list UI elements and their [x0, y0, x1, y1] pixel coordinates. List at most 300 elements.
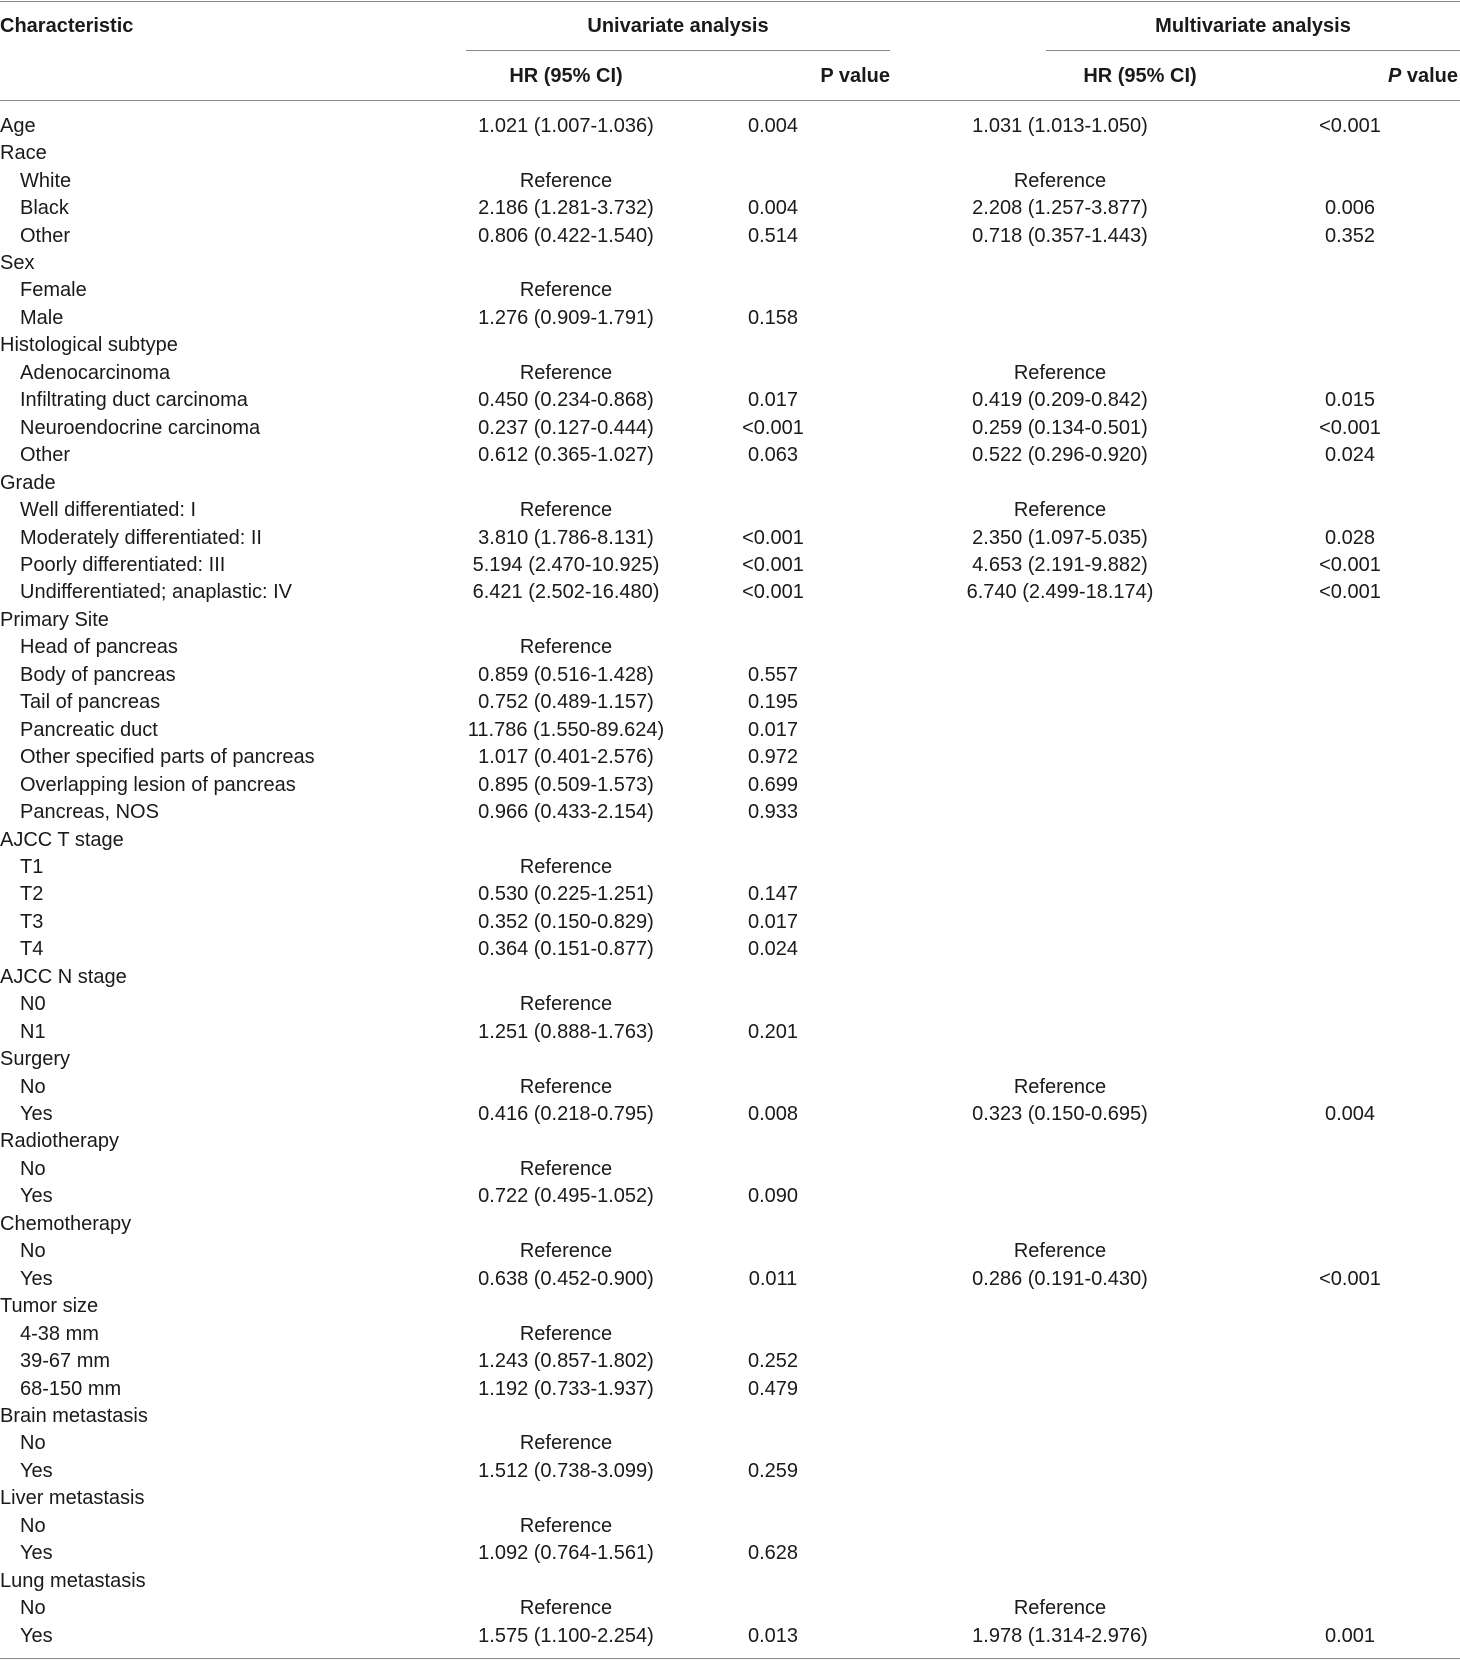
multivariate-hr-cell	[880, 1128, 1240, 1155]
univariate-hr-cell: Reference	[519, 1322, 613, 1345]
univariate-hr-cell	[466, 1128, 666, 1155]
table-row	[0, 689, 1460, 716]
univariate-p-cell	[666, 606, 880, 633]
row-label: AJCC T stage	[0, 828, 124, 851]
table-row	[0, 1567, 1460, 1594]
univariate-underline	[466, 50, 890, 51]
table-row	[0, 826, 1460, 853]
univariate-p-cell: 0.699	[747, 773, 799, 796]
table-row	[0, 249, 1460, 276]
table-row	[0, 908, 1460, 935]
univariate-p-cell: <0.001	[742, 526, 804, 549]
univariate-p-cell	[666, 1430, 880, 1457]
univariate-p-cell: 0.004	[747, 114, 799, 137]
univariate-hr-cell: Reference	[519, 636, 613, 659]
univariate-hr-cell: 2.186 (1.281-3.732)	[478, 197, 654, 220]
row-label: Yes	[20, 1459, 53, 1482]
table-top-rule	[0, 1, 1460, 2]
multivariate-hr-cell: Reference	[1013, 1597, 1107, 1620]
multivariate-p-cell	[1240, 1238, 1460, 1265]
row-label: T1	[20, 855, 44, 878]
multivariate-hr-cell	[880, 249, 1240, 276]
row-label: Other specified parts of pancreas	[20, 746, 315, 769]
multivariate-p-cell	[1240, 1320, 1460, 1347]
univariate-hr-cell	[466, 1210, 666, 1237]
multivariate-hr-cell: 0.718 (0.357-1.443)	[972, 224, 1148, 247]
multivariate-p-cell	[1240, 1567, 1460, 1594]
table-row	[0, 936, 1460, 963]
univariate-p-cell: <0.001	[742, 416, 804, 439]
univariate-p-cell: 0.147	[747, 883, 799, 906]
row-label: Undifferentiated; anaplastic: IV	[20, 581, 293, 604]
table-row	[0, 1100, 1460, 1127]
multivariate-p-cell: 0.006	[1324, 197, 1376, 220]
univariate-hr-cell: 1.575 (1.100-2.254)	[478, 1624, 654, 1647]
univariate-hr-cell: 1.092 (0.764-1.561)	[478, 1542, 654, 1565]
multivariate-p-cell	[1240, 139, 1460, 166]
multivariate-hr-cell: 0.259 (0.134-0.501)	[972, 416, 1148, 439]
univariate-hr-cell	[466, 1292, 666, 1319]
univariate-p-cell: 0.514	[747, 224, 799, 247]
multivariate-p-cell	[1240, 1210, 1460, 1237]
univariate-hr-cell	[466, 332, 666, 359]
multivariate-p-cell	[1240, 469, 1460, 496]
multivariate-hr-cell	[880, 798, 1240, 825]
row-label: 39-67 mm	[20, 1350, 111, 1373]
univariate-hr-cell: 0.966 (0.433-2.154)	[478, 801, 654, 824]
univariate-hr-cell: 1.243 (0.857-1.802)	[478, 1350, 654, 1373]
univariate-hr-cell: Reference	[519, 855, 613, 878]
header-multi-p-italic: P	[1387, 65, 1402, 87]
univariate-hr-cell: 0.806 (0.422-1.540)	[478, 224, 654, 247]
multivariate-hr-cell: 4.653 (2.191-9.882)	[972, 553, 1148, 576]
multivariate-p-cell	[1240, 1347, 1460, 1374]
multivariate-hr-cell: 1.031 (1.013-1.050)	[972, 114, 1148, 137]
row-label: Chemotherapy	[0, 1212, 132, 1235]
header-uni-hr: HR (95% CI)	[509, 65, 623, 87]
row-label: T4	[20, 938, 44, 961]
univariate-hr-cell: 0.638 (0.452-0.900)	[478, 1267, 654, 1290]
multivariate-p-cell	[1240, 689, 1460, 716]
multivariate-p-cell	[1240, 991, 1460, 1018]
row-label: Grade	[0, 471, 56, 494]
table-row	[0, 1347, 1460, 1374]
table-row	[0, 661, 1460, 688]
univariate-hr-cell: 1.276 (0.909-1.791)	[478, 306, 654, 329]
row-label: Other	[20, 444, 71, 467]
univariate-hr-cell: Reference	[519, 993, 613, 1016]
univariate-p-cell: 0.011	[748, 1267, 798, 1290]
multivariate-hr-cell: 0.522 (0.296-0.920)	[972, 444, 1148, 467]
univariate-p-cell: 0.090	[747, 1185, 799, 1208]
univariate-hr-cell: 0.612 (0.365-1.027)	[478, 444, 654, 467]
multivariate-p-cell	[1240, 277, 1460, 304]
table-row	[0, 1512, 1460, 1539]
univariate-hr-cell: 5.194 (2.470-10.925)	[472, 553, 660, 576]
table-bottom-rule	[0, 1658, 1460, 1659]
table-row	[0, 414, 1460, 441]
univariate-hr-cell: 1.017 (0.401-2.576)	[478, 746, 654, 769]
multivariate-p-cell	[1240, 826, 1460, 853]
univariate-p-cell	[666, 1512, 880, 1539]
univariate-p-cell	[666, 853, 880, 880]
multivariate-hr-cell	[880, 332, 1240, 359]
multivariate-hr-cell	[880, 469, 1240, 496]
table-row	[0, 1238, 1460, 1265]
header-multi-hr: HR (95% CI)	[1083, 65, 1197, 87]
table-row	[0, 1485, 1460, 1512]
table-row	[0, 634, 1460, 661]
univariate-p-cell: 0.013	[747, 1624, 799, 1647]
univariate-p-cell: 0.063	[747, 444, 799, 467]
table-row	[0, 1292, 1460, 1319]
multivariate-p-cell	[1240, 908, 1460, 935]
table-row	[0, 222, 1460, 249]
header-characteristic: Characteristic	[0, 15, 134, 37]
row-label: Liver metastasis	[0, 1487, 145, 1510]
multivariate-p-cell	[1240, 1292, 1460, 1319]
univariate-hr-cell: 0.752 (0.489-1.157)	[478, 691, 654, 714]
univariate-p-cell	[666, 1402, 880, 1429]
multivariate-hr-cell	[880, 1457, 1240, 1484]
row-label: Pancreas, NOS	[20, 801, 159, 824]
univariate-p-cell	[666, 1292, 880, 1319]
table-row	[0, 112, 1460, 139]
table-row	[0, 551, 1460, 578]
table-row	[0, 853, 1460, 880]
multivariate-hr-cell: 0.323 (0.150-0.695)	[972, 1103, 1148, 1126]
row-label: Race	[0, 142, 47, 165]
header-univariate: Univariate analysis	[587, 15, 769, 37]
univariate-p-cell: 0.201	[747, 1020, 799, 1043]
multivariate-hr-cell	[880, 743, 1240, 770]
row-label: Surgery	[0, 1048, 71, 1071]
row-label: Overlapping lesion of pancreas	[20, 773, 296, 796]
multivariate-hr-cell	[880, 1183, 1240, 1210]
multivariate-hr-cell	[880, 1540, 1240, 1567]
table-row	[0, 332, 1460, 359]
table-row	[0, 496, 1460, 523]
univariate-hr-cell: Reference	[519, 1075, 613, 1098]
table-row	[0, 579, 1460, 606]
multivariate-underline	[1046, 50, 1460, 51]
table-row	[0, 1045, 1460, 1072]
table-row	[0, 304, 1460, 331]
univariate-hr-cell	[466, 249, 666, 276]
multivariate-hr-cell: 2.350 (1.097-5.035)	[972, 526, 1148, 549]
multivariate-hr-cell: Reference	[1013, 1240, 1107, 1263]
table-row	[0, 387, 1460, 414]
header-multi-p-rest: value	[1401, 65, 1458, 87]
multivariate-p-cell	[1240, 1375, 1460, 1402]
multivariate-hr-cell: 0.286 (0.191-0.430)	[972, 1267, 1148, 1290]
multivariate-hr-cell: 2.208 (1.257-3.877)	[972, 197, 1148, 220]
row-label: Radiotherapy	[0, 1130, 119, 1153]
multivariate-p-cell: <0.001	[1319, 1267, 1381, 1290]
header-bottom-rule	[0, 100, 1460, 101]
multivariate-hr-cell	[880, 991, 1240, 1018]
multivariate-hr-cell	[880, 853, 1240, 880]
multivariate-p-cell: 0.028	[1324, 526, 1376, 549]
univariate-p-cell	[666, 139, 880, 166]
multivariate-p-cell	[1240, 1540, 1460, 1567]
univariate-p-cell	[666, 1485, 880, 1512]
multivariate-hr-cell	[880, 881, 1240, 908]
row-label: No	[20, 1157, 46, 1180]
univariate-hr-cell: Reference	[519, 1240, 613, 1263]
table-row	[0, 139, 1460, 166]
univariate-p-cell	[666, 1045, 880, 1072]
univariate-p-cell: 0.008	[747, 1103, 799, 1126]
univariate-p-cell: 0.195	[747, 691, 799, 714]
univariate-p-cell	[666, 332, 880, 359]
multivariate-hr-cell	[880, 1347, 1240, 1374]
multivariate-hr-cell	[880, 826, 1240, 853]
multivariate-hr-cell: Reference	[1013, 361, 1107, 384]
univariate-hr-cell: 1.021 (1.007-1.036)	[478, 114, 654, 137]
univariate-p-cell: 0.628	[747, 1542, 799, 1565]
header-multivariate: Multivariate analysis	[1155, 15, 1351, 37]
univariate-p-cell: <0.001	[742, 553, 804, 576]
multivariate-p-cell	[1240, 716, 1460, 743]
univariate-p-cell: 0.004	[747, 197, 799, 220]
multivariate-hr-cell	[880, 661, 1240, 688]
row-label: Body of pancreas	[20, 663, 176, 686]
univariate-p-cell	[666, 469, 880, 496]
row-label: Head of pancreas	[20, 636, 178, 659]
table-row	[0, 771, 1460, 798]
univariate-hr-cell: 1.512 (0.738-3.099)	[478, 1459, 654, 1482]
row-label: Yes	[20, 1103, 53, 1126]
row-label: Tumor size	[0, 1295, 99, 1318]
univariate-p-cell	[666, 249, 880, 276]
univariate-hr-cell: Reference	[519, 499, 613, 522]
univariate-hr-cell: 6.421 (2.502-16.480)	[472, 581, 660, 604]
multivariate-hr-cell	[880, 606, 1240, 633]
multivariate-p-cell	[1240, 743, 1460, 770]
univariate-p-cell	[666, 826, 880, 853]
univariate-p-cell: 0.158	[747, 306, 799, 329]
univariate-hr-cell	[466, 1567, 666, 1594]
table-row	[0, 606, 1460, 633]
row-label: Age	[0, 114, 36, 137]
row-label: Adenocarcinoma	[20, 361, 171, 384]
table-row	[0, 1128, 1460, 1155]
multivariate-hr-cell	[880, 936, 1240, 963]
univariate-p-cell	[666, 963, 880, 990]
row-label: No	[20, 1075, 46, 1098]
univariate-p-cell: 0.017	[747, 910, 799, 933]
row-label: Yes	[20, 1267, 53, 1290]
multivariate-p-cell	[1240, 1045, 1460, 1072]
multivariate-hr-cell	[880, 1402, 1240, 1429]
univariate-hr-cell: 1.251 (0.888-1.763)	[478, 1020, 654, 1043]
univariate-hr-cell: 0.352 (0.150-0.829)	[478, 910, 654, 933]
multivariate-hr-cell	[880, 1155, 1240, 1182]
row-label: Infiltrating duct carcinoma	[20, 389, 248, 412]
univariate-hr-cell: 0.450 (0.234-0.868)	[478, 389, 654, 412]
univariate-p-cell: 0.557	[747, 663, 799, 686]
univariate-p-cell	[666, 277, 880, 304]
multivariate-hr-cell	[880, 1375, 1240, 1402]
table-row	[0, 1594, 1460, 1621]
multivariate-p-cell	[1240, 1183, 1460, 1210]
multivariate-hr-cell	[880, 716, 1240, 743]
multivariate-p-cell	[1240, 167, 1460, 194]
univariate-hr-cell: 0.859 (0.516-1.428)	[478, 663, 654, 686]
multivariate-hr-cell	[880, 1210, 1240, 1237]
multivariate-hr-cell	[880, 1018, 1240, 1045]
multivariate-p-cell	[1240, 359, 1460, 386]
table-row	[0, 1018, 1460, 1045]
row-label: Yes	[20, 1185, 53, 1208]
multivariate-hr-cell	[880, 689, 1240, 716]
univariate-p-cell	[666, 1128, 880, 1155]
multivariate-hr-cell: Reference	[1013, 499, 1107, 522]
row-label: No	[20, 1597, 46, 1620]
univariate-p-cell: 0.017	[747, 718, 799, 741]
univariate-p-cell	[666, 1073, 880, 1100]
multivariate-p-cell: <0.001	[1319, 114, 1381, 137]
row-label: N1	[20, 1020, 46, 1043]
univariate-hr-cell: Reference	[519, 169, 613, 192]
table-row	[0, 1457, 1460, 1484]
multivariate-p-cell	[1240, 881, 1460, 908]
row-label: Neuroendocrine carcinoma	[20, 416, 261, 439]
univariate-hr-cell: Reference	[519, 1432, 613, 1455]
univariate-hr-cell: Reference	[519, 1514, 613, 1537]
multivariate-p-cell	[1240, 1512, 1460, 1539]
table-row	[0, 1430, 1460, 1457]
multivariate-p-cell	[1240, 1128, 1460, 1155]
row-label: Moderately differentiated: II	[20, 526, 262, 549]
table-row	[0, 1183, 1460, 1210]
multivariate-hr-cell	[880, 1430, 1240, 1457]
row-label: Poorly differentiated: III	[20, 553, 226, 576]
row-label: Tail of pancreas	[20, 691, 161, 714]
table-row	[0, 1265, 1460, 1292]
row-label: Yes	[20, 1542, 53, 1565]
multivariate-hr-cell	[880, 1320, 1240, 1347]
multivariate-p-cell	[1240, 963, 1460, 990]
row-label: White	[20, 169, 72, 192]
univariate-p-cell	[666, 1567, 880, 1594]
multivariate-p-cell	[1240, 496, 1460, 523]
multivariate-p-cell	[1240, 661, 1460, 688]
multivariate-p-cell	[1240, 1073, 1460, 1100]
univariate-p-cell	[666, 167, 880, 194]
univariate-hr-cell: 0.530 (0.225-1.251)	[478, 883, 654, 906]
multivariate-p-cell	[1240, 1457, 1460, 1484]
univariate-hr-cell	[466, 1402, 666, 1429]
row-label: Brain metastasis	[0, 1405, 148, 1428]
table-row	[0, 441, 1460, 468]
table-row	[0, 1540, 1460, 1567]
multivariate-p-cell	[1240, 249, 1460, 276]
multivariate-p-cell	[1240, 634, 1460, 661]
table-row	[0, 1622, 1460, 1649]
row-label: T3	[20, 910, 44, 933]
multivariate-p-cell: <0.001	[1319, 553, 1381, 576]
univariate-p-cell: 0.024	[747, 938, 799, 961]
multivariate-p-cell: 0.001	[1324, 1624, 1376, 1647]
univariate-p-cell: <0.001	[742, 581, 804, 604]
multivariate-hr-cell	[880, 139, 1240, 166]
multivariate-hr-cell: 0.419 (0.209-0.842)	[972, 389, 1148, 412]
table-row	[0, 1320, 1460, 1347]
table-row	[0, 469, 1460, 496]
table-row	[0, 194, 1460, 221]
univariate-hr-cell	[466, 469, 666, 496]
multivariate-p-cell	[1240, 1155, 1460, 1182]
row-label: Well differentiated: I	[20, 499, 197, 522]
univariate-p-cell	[666, 1238, 880, 1265]
row-label: Sex	[0, 251, 35, 274]
univariate-hr-cell: 3.810 (1.786-8.131)	[478, 526, 654, 549]
univariate-p-cell	[666, 1210, 880, 1237]
row-label: T2	[20, 883, 44, 906]
univariate-p-cell	[666, 496, 880, 523]
multivariate-hr-cell	[880, 1512, 1240, 1539]
multivariate-p-cell	[1240, 606, 1460, 633]
multivariate-hr-cell: 1.978 (1.314-2.976)	[972, 1624, 1148, 1647]
table-row	[0, 1210, 1460, 1237]
row-label: Black	[20, 197, 69, 220]
row-label: No	[20, 1514, 46, 1537]
univariate-hr-cell: Reference	[519, 1597, 613, 1620]
univariate-hr-cell: 0.895 (0.509-1.573)	[478, 773, 654, 796]
multivariate-p-cell	[1240, 798, 1460, 825]
multivariate-hr-cell	[880, 634, 1240, 661]
table-body	[0, 112, 1460, 1649]
row-label: Other	[20, 224, 71, 247]
univariate-p-cell	[666, 1320, 880, 1347]
multivariate-p-cell: 0.015	[1324, 389, 1376, 412]
univariate-hr-cell	[466, 1485, 666, 1512]
row-label: Histological subtype	[0, 334, 178, 357]
table-row	[0, 798, 1460, 825]
row-label: No	[20, 1432, 46, 1455]
univariate-hr-cell	[466, 826, 666, 853]
table-row	[0, 963, 1460, 990]
row-label: Pancreatic duct	[20, 718, 158, 741]
multivariate-hr-cell	[880, 1485, 1240, 1512]
multivariate-p-cell: 0.024	[1324, 444, 1376, 467]
multivariate-p-cell	[1240, 1594, 1460, 1621]
table-row	[0, 277, 1460, 304]
table-row	[0, 1402, 1460, 1429]
univariate-p-cell: 0.259	[747, 1459, 799, 1482]
table-row	[0, 991, 1460, 1018]
univariate-hr-cell: 11.786 (1.550-89.624)	[467, 718, 665, 741]
multivariate-hr-cell	[880, 908, 1240, 935]
table-row	[0, 716, 1460, 743]
multivariate-p-cell	[1240, 1402, 1460, 1429]
multivariate-p-cell	[1240, 1430, 1460, 1457]
univariate-hr-cell: Reference	[519, 361, 613, 384]
univariate-p-cell	[666, 1155, 880, 1182]
table-row	[0, 1375, 1460, 1402]
univariate-p-cell: 0.972	[747, 746, 799, 769]
univariate-hr-cell: 0.416 (0.218-0.795)	[478, 1103, 654, 1126]
row-label: N0	[20, 993, 46, 1016]
multivariate-hr-cell	[880, 304, 1240, 331]
univariate-p-cell	[666, 991, 880, 1018]
univariate-p-cell: 0.479	[747, 1377, 799, 1400]
multivariate-hr-cell	[880, 963, 1240, 990]
univariate-hr-cell: Reference	[519, 1157, 613, 1180]
multivariate-p-cell	[1240, 332, 1460, 359]
